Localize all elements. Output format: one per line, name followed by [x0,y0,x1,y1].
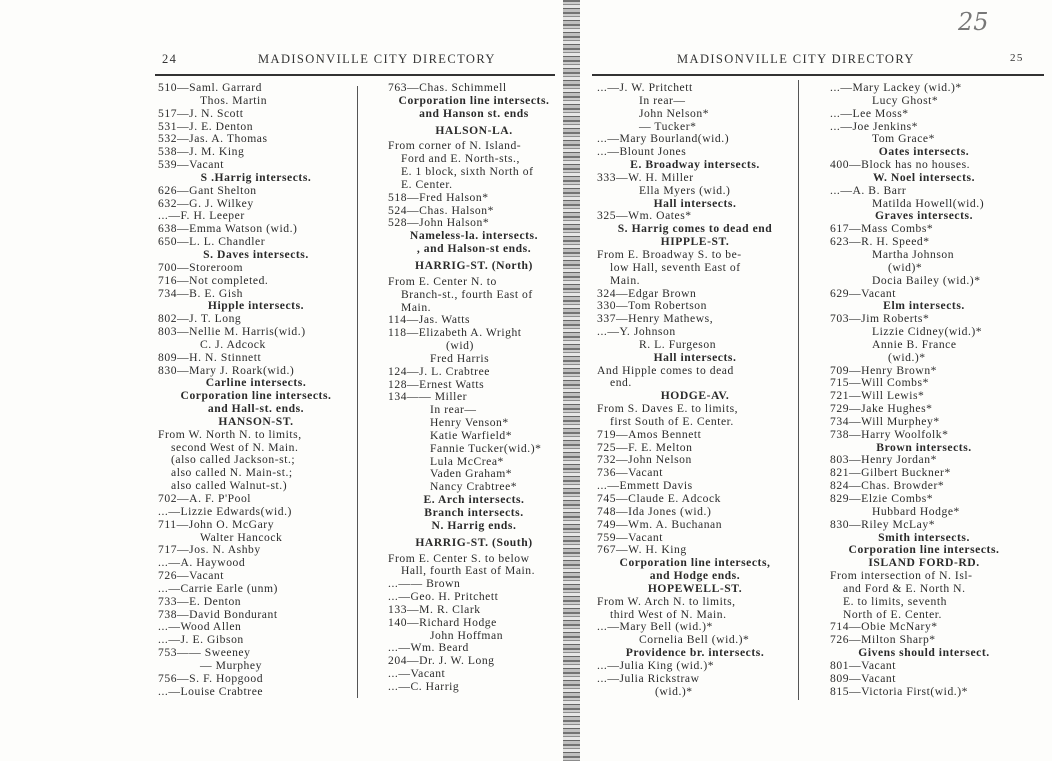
description-cont-line: E. to limits, seventh [843,594,947,608]
directory-entry: 528—John Halson* [388,216,490,230]
directory-entry: 759—Vacant [597,530,664,544]
continuation-line: (wid)* [888,260,923,274]
cross-street-line: Graves intersects. [874,209,974,223]
header-rule [155,74,555,76]
directory-entry: 729—Jake Hughes* [830,402,933,416]
description-cont-line: and Ford & E. North N. [843,581,966,595]
cross-street-line: and Hall-st. ends. [207,402,305,416]
continuation-line: Annie B. France [872,337,957,351]
cross-street-line: Providence br. intersects. [625,646,765,660]
cross-street-line: HOPEWELL-ST. [647,581,743,595]
directory-entry: 821—Gilbert Buckner* [830,466,951,480]
directory-entry: 324—Edgar Brown [597,286,697,300]
continuation-line: Hubbard Hodge* [872,504,960,518]
directory-entry: 830—Riley McLay* [830,517,936,531]
directory-entry: 709—Henry Brown* [830,363,938,377]
directory-entry: 719—Amos Bennett [597,427,702,441]
cross-street-line: W. Noel intersects. [872,170,976,184]
description-cont-line: Branch-st., fourth East of [401,287,533,301]
description-cont-line: Hall, fourth East of Main. [401,564,536,578]
directory-entry: 748—Ida Jones (wid.) [597,504,712,518]
description-cont-line: North of E. Center. [843,607,942,621]
directory-entry: 524—Chas. Halson* [388,203,494,217]
cross-street-line: N. Harrig ends. [431,518,517,532]
cross-street-line: Corporation line intersects. [180,389,332,403]
street-heading-line: HARRIG-ST. (South) [415,535,533,549]
directory-entry: 325—Wm. Oates* [597,209,692,223]
continuation-line: In rear— [430,403,477,417]
continuation-line: John Hoffman [430,628,504,642]
directory-entry: ...—A. B. Barr [830,183,907,197]
continuation-line: — Murphey [200,658,262,672]
description-cont-line: Ford and E. North-sts., [401,152,520,166]
cross-street-line: Hall intersects. [653,196,737,210]
continuation-line: Lula McCrea* [430,454,504,468]
directory-entry: 518—Fred Halson* [388,190,489,204]
directory-entry: 400—Block has no houses. [830,158,971,172]
description-line: From intersection of N. Isl- [830,569,973,583]
directory-entry: 204—Dr. J. W. Long [388,654,495,668]
directory-entry: 734—B. E. Gish [158,286,243,300]
description-line: From W. Arch N. to limits, [597,594,736,608]
column [597,82,793,699]
directory-entry: ...—A. Haywood [158,556,246,570]
cross-street-line: S. Daves intersects. [203,247,309,261]
column-rule [798,80,799,700]
directory-entry: 726—Vacant [158,569,225,583]
directory-entry: 702—A. F. P'Pool [158,492,252,505]
directory-entry: ...—C. Harrig [388,679,460,693]
description-line: From E. Broadway S. to be- [597,247,742,261]
street-heading-line: HALSON-LA. [435,123,513,137]
directory-entry: 809—H. N. Stinnett [158,350,262,364]
directory-entry: 756—S. F. Hopgood [158,671,264,685]
directory-entry: 745—Claude E. Adcock [597,492,722,505]
directory-entry: 725—F. E. Melton [597,440,693,454]
directory-entry: 736—Vacant [597,466,664,480]
cross-street-line: S .Harrig intersects. [200,170,312,184]
continuation-line: — Tucker* [639,119,697,133]
directory-entry: ...—J. E. Gibson [158,633,244,647]
directory-entry: 118—Elizabeth A. Wright [388,326,522,340]
directory-entry: ...—— Brown [388,577,461,591]
continuation-line: Matilda Howell(wid.) [872,196,985,210]
directory-entry: 703—Jim Roberts* [830,312,930,326]
directory-entry: ...—Wood Allen [158,620,242,634]
directory-entry: 124—J. L. Crabtree [388,364,490,378]
cross-street-line: Corporation line intersects. [848,543,1000,557]
directory-entry: ...—Y. Johnson [597,325,676,339]
directory-entry: ...—Emmett Davis [597,479,693,493]
running-head: MADISONVILLE CITY DIRECTORY [677,52,915,66]
cross-street-line: E. Broadway intersects. [630,158,760,172]
cross-street-line: Oates intersects. [878,145,970,159]
continuation-line: Tom Grace* [872,132,935,146]
column-rule [357,86,358,698]
directory-entry: 815—Victoria First(wid.)* [830,684,968,698]
description-line: And Hipple comes to dead [597,363,734,377]
directory-entry: 803—Nellie M. Harris(wid.) [158,325,306,339]
cross-street-line: ISLAND FORD-RD. [868,556,980,570]
cross-street-line: Carline intersects. [205,376,307,390]
continuation-line: Walter Hancock [200,530,283,544]
continuation-line: (wid.)* [888,350,926,364]
cross-street-line: Corporation line intersects, [619,556,771,570]
directory-entry: 721—Will Lewis* [830,389,925,403]
column [830,82,1018,699]
continuation-line: C. J. Adcock [200,337,266,351]
directory-entry: 753—— Sweeney [158,646,251,660]
directory-entry: 801—Vacant [830,658,897,672]
continuation-line: (wid.)* [655,684,693,698]
directory-entry: 809—Vacant [830,671,897,685]
directory-entry: 128—Ernest Watts [388,377,485,391]
description-line: From S. Daves E. to limits, [597,402,739,416]
description-cont-line: Main. [401,300,432,314]
directory-entry: 140—Richard Hodge [388,615,497,629]
directory-entry: 337—Henry Mathews, [597,312,714,326]
directory-entry: 715—Will Combs* [830,376,929,390]
cross-street-line: HANSON-ST. [218,414,294,428]
directory-entry: 617—Mass Combs* [830,222,934,236]
continuation-line: John Nelson* [639,106,710,120]
description-cont-line: second West of N. Main. [171,440,299,454]
directory-entry: 763—Chas. Schimmell [388,81,507,94]
cross-street-line: , and Halson-st ends. [416,242,532,256]
cross-street-line: Brown intersects. [876,440,972,454]
directory-entry: 733—E. Denton [158,594,242,608]
cross-street-line: Nameless-la. intersects. [409,229,539,243]
directory-entry: ...—Lee Moss* [830,106,909,120]
directory-entry: 650—L. L. Chandler [158,235,266,249]
directory-entry: 114—Jas. Watts [388,313,471,327]
directory-entry: ...—Vacant [388,667,446,681]
description-cont-line: end. [610,376,632,390]
directory-entry: 134—— Miller [388,390,468,404]
directory-entry: ...—Geo. H. Pritchett [388,590,499,604]
continuation-line: Lucy Ghost* [872,93,939,107]
cross-street-line: Smith intersects. [878,530,970,544]
directory-entry: 749—Wm. A. Buchanan [597,517,723,531]
right-page [580,0,1052,761]
directory-entry: 539—Vacant [158,158,225,172]
description-cont-line: first South of E. Center. [610,414,734,428]
cross-street-line: HODGE-AV. [660,389,730,403]
continuation-line: R. L. Furgeson [639,337,717,351]
cross-street-line: and Hanson st. ends [419,106,529,120]
cross-street-line: Corporation line intersects. [398,93,550,107]
cross-street-line: S. Harrig comes to dead end [617,222,773,236]
directory-entry: ...—Mary Lackey (wid.)* [830,81,962,94]
cross-street-line: HIPPLE-ST. [660,235,730,249]
directory-entry: 803—Henry Jordan* [830,453,937,467]
continuation-line: Cornelia Bell (wid.)* [639,633,750,647]
directory-entry: 802—J. T. Long [158,312,242,326]
directory-entry: 714—Obie McNary* [830,620,938,634]
continuation-line: Lizzie Cidney(wid.)* [872,325,983,339]
directory-entry: 726—Milton Sharp* [830,633,936,647]
continuation-line: (wid) [446,339,474,353]
directory-entry: 717—Jos. N. Ashby [158,543,261,557]
description-cont-line: third West of N. Main. [610,607,727,621]
book-spine [563,0,581,761]
cross-street-line: Elm intersects. [883,299,965,313]
handwritten-page-number: 25 [958,8,989,36]
description-cont-line: also called Walnut-st.) [171,479,288,493]
directory-entry: 632—G. J. Wilkey [158,196,254,210]
cross-street-line: Branch intersects. [424,506,524,519]
continuation-line: Martha Johnson [872,247,955,261]
directory-entry: 738—David Bondurant [158,607,278,621]
directory-entry: ...—Carrie Earle (unm) [158,581,278,595]
column [388,82,560,694]
directory-entry: 767—W. H. King [597,543,687,557]
cross-street-line: Givens should intersect. [858,646,990,660]
description-cont-line: Main. [610,273,641,287]
continuation-line: Fannie Tucker(wid.)* [430,441,542,455]
continuation-line: Thos. Martin [200,93,268,107]
continuation-line: Ella Myers (wid.) [639,183,731,197]
cross-street-line: E. Arch intersects. [423,493,525,507]
street-heading-line: HARRIG-ST. (North) [415,258,533,272]
directory-entry: ...—Julia King (wid.)* [597,658,715,672]
cross-street-line: Hall intersects. [653,350,737,364]
continuation-line: Katie Warfield* [430,428,513,442]
description-line: From E. Center S. to below [388,551,530,565]
continuation-line: In rear— [639,93,686,107]
directory-entry: 538—J. M. King [158,145,245,159]
directory-entry: 629—Vacant [830,286,897,300]
directory-entry: ...—Lizzie Edwards(wid.) [158,504,292,518]
page-number: 24 [162,52,178,66]
description-cont-line: E. 1 block, sixth North of [401,165,534,179]
directory-entry: ...—Blount Jones [597,145,687,159]
directory-entry: 732—John Nelson [597,453,692,467]
directory-entry: ...—J. W. Pritchett [597,81,693,94]
description-line: From corner of N. Island- [388,139,522,153]
directory-entry: 700—Storeroom [158,260,244,274]
directory-entry: 531—J. E. Denton [158,119,254,133]
description-line: From W. North N. to limits, [158,427,302,441]
directory-entry: ...—F. H. Leeper [158,209,245,223]
directory-entry: 638—Emma Watson (wid.) [158,222,298,236]
directory-entry: 716—Not completed. [158,273,269,287]
directory-entry: 711—John O. McGary [158,517,275,531]
continuation-line: Fred Harris [430,351,490,365]
continuation-line: Vaden Graham* [430,467,513,481]
directory-entry: ...—Wm. Beard [388,641,469,655]
directory-entry: 734—Will Murphey* [830,414,940,428]
directory-entry: 830—Mary J. Roark(wid.) [158,363,295,377]
directory-entry: 532—Jas. A. Thomas [158,132,268,146]
directory-entry: 829—Elzie Combs* [830,492,934,505]
directory-entry: ...—Joe Jenkins* [830,119,919,133]
cross-street-line: Hipple intersects. [207,299,305,313]
directory-entry: 517—J. N. Scott [158,106,244,120]
description-cont-line: E. Center. [401,177,453,191]
directory-entry: 824—Chas. Browder* [830,479,945,493]
directory-entry: ...—Mary Bell (wid.)* [597,620,713,634]
directory-entry: ...—Louise Crabtree [158,684,264,698]
directory-entry: 333—W. H. Miller [597,170,694,184]
directory-entry: 623—R. H. Speed* [830,235,930,249]
column [158,82,354,699]
header-rule [592,74,1044,76]
description-line: From E. Center N. to [388,274,497,288]
directory-entry: 510—Saml. Garrard [158,81,263,94]
directory-entry: 133—M. R. Clark [388,602,481,616]
description-cont-line: (also called Jackson-st.; [171,453,296,467]
directory-entry: 626—Gant Shelton [158,183,257,197]
running-head: MADISONVILLE CITY DIRECTORY [258,52,496,66]
directory-entry: 738—Harry Woolfolk* [830,427,949,441]
cross-street-line: and Hodge ends. [649,569,741,583]
continuation-line: Nancy Crabtree* [430,480,518,494]
directory-entry: ...—Julia Rickstraw [597,671,700,685]
directory-entry: ...—Mary Bourland(wid.) [597,132,730,146]
page-number: 25 [1010,52,1024,64]
description-cont-line: low Hall, seventh East of [610,260,741,274]
continuation-line: Henry Venson* [430,416,509,430]
directory-entry: 330—Tom Robertson [597,299,707,313]
description-cont-line: also called N. Main-st.; [171,466,293,480]
continuation-line: Docia Bailey (wid.)* [872,273,981,287]
